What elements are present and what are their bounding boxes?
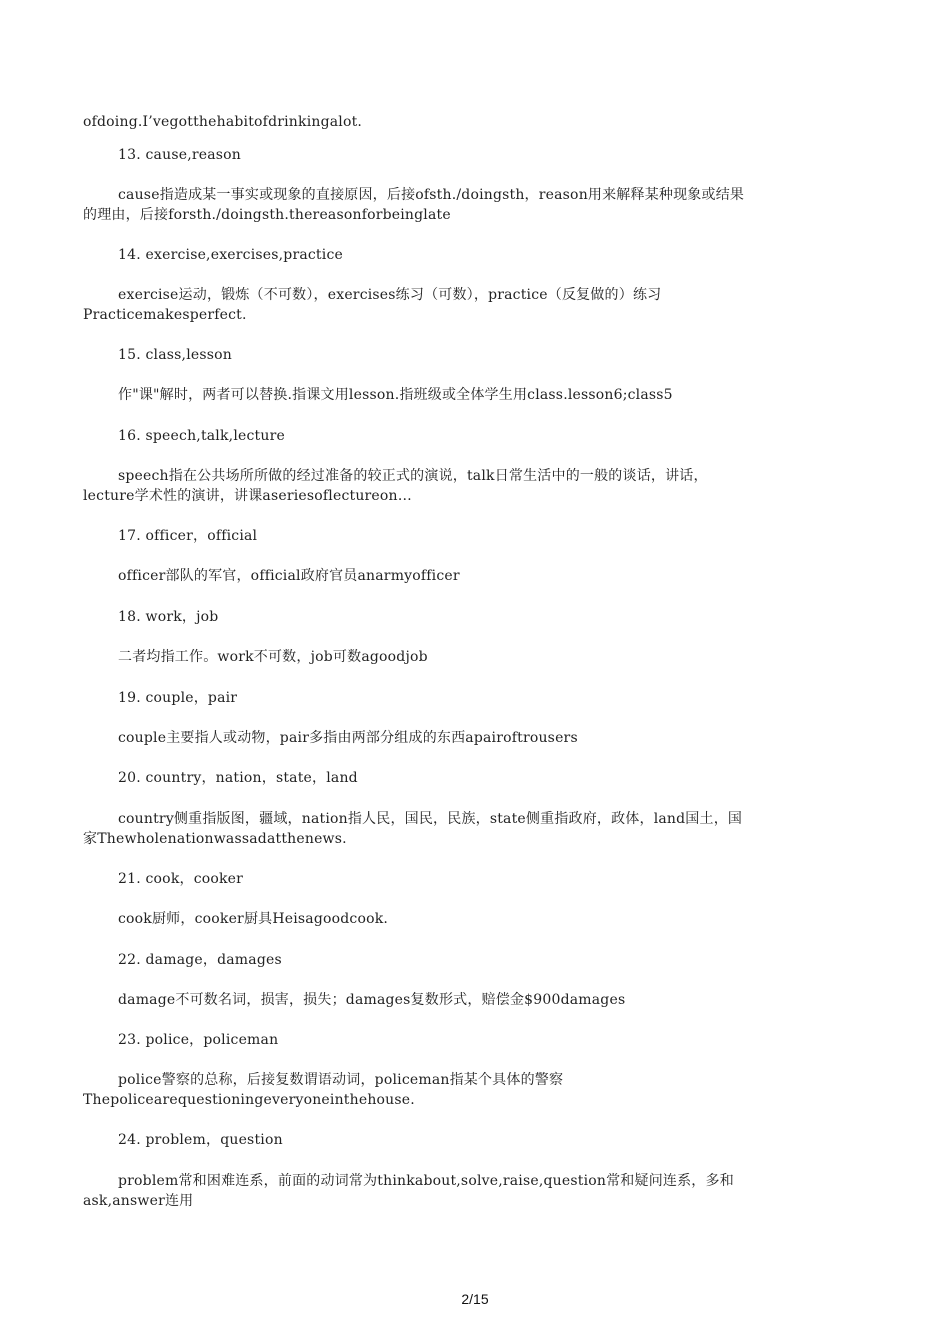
entry-heading-17: 17. officer，official bbox=[118, 528, 258, 544]
page-number: 2/15 bbox=[461, 1291, 489, 1307]
entry-text-14-line2: Practicemakesperfect. bbox=[83, 307, 247, 323]
entry-text-18-line1: 二者均指工作。work不可数，job可数agoodjob bbox=[118, 649, 428, 665]
entry-text-24-line1: problem常和困难连系，前面的动词常为thinkabout,solve,raise,question常和疑问连系，多和 bbox=[118, 1173, 734, 1189]
entry-text-14-line1: exercise运动，锻炼（不可数），exercises练习（可数），practice（反复做的）练习 bbox=[118, 287, 662, 303]
entry-heading-18: 18. work，job bbox=[118, 609, 219, 625]
entry-heading-24: 24. problem，question bbox=[118, 1132, 283, 1148]
intro-continuation: ofdoing.I’vegotthehabitofdrinkingalot. bbox=[83, 114, 363, 130]
entry-text-19-line1: couple主要指人或动物，pair多指由两部分组成的东西apairoftrousers bbox=[118, 730, 578, 746]
entry-heading-13: 13. cause,reason bbox=[118, 147, 241, 163]
entry-text-24-line2: ask,answer连用 bbox=[83, 1193, 194, 1209]
entry-text-20-line1: country侧重指版图，疆域，nation指人民，国民，民族，state侧重指政府，政体，land国土，国 bbox=[118, 811, 743, 827]
entry-text-15-line1: 作"课"解时，两者可以替换.指课文用lesson.指班级或全体学生用class.lesson6;class5 bbox=[118, 387, 673, 403]
entry-heading-14: 14. exercise,exercises,practice bbox=[118, 247, 343, 263]
entry-text-21-line1: cook厨师，cooker厨具Heisagoodcook. bbox=[118, 911, 389, 927]
entry-heading-16: 16. speech,talk,lecture bbox=[118, 428, 285, 444]
entry-text-13-line1: cause指造成某一事实或现象的直接原因，后接ofsth./doingsth，reason用来解释某种现象或结果 bbox=[118, 187, 745, 203]
entry-text-13-line2: 的理由，后接forsth./doingsth.thereasonforbeinglate bbox=[83, 207, 451, 223]
entry-heading-19: 19. couple，pair bbox=[118, 690, 238, 706]
entry-text-16-line1: speech指在公共场所所做的经过准备的较正式的演说，talk日常生活中的一般的谈话，讲话， bbox=[118, 468, 708, 484]
entry-text-22-line1: damage不可数名词，损害，损失；damages复数形式，赔偿金$900damages bbox=[118, 992, 626, 1008]
entry-text-16-line2: lecture学术性的演讲，讲课aseriesoflectureon… bbox=[83, 488, 412, 504]
entry-heading-22: 22. damage，damages bbox=[118, 952, 282, 968]
entry-heading-15: 15. class,lesson bbox=[118, 347, 232, 363]
entry-text-20-line2: 家Thewholenationwassadatthenews. bbox=[83, 831, 347, 847]
entry-text-23-line1: police警察的总称，后接复数谓语动词，policeman指某个具体的警察 bbox=[118, 1072, 564, 1088]
entry-heading-21: 21. cook，cooker bbox=[118, 871, 244, 887]
entry-heading-23: 23. police，policeman bbox=[118, 1032, 279, 1048]
entry-heading-20: 20. country，nation，state，land bbox=[118, 770, 358, 786]
entry-text-17-line1: officer部队的军官，official政府官员anarmyofficer bbox=[118, 568, 460, 584]
entry-text-23-line2: Thepolicearequestioningeveryoneinthehouse. bbox=[83, 1092, 415, 1108]
